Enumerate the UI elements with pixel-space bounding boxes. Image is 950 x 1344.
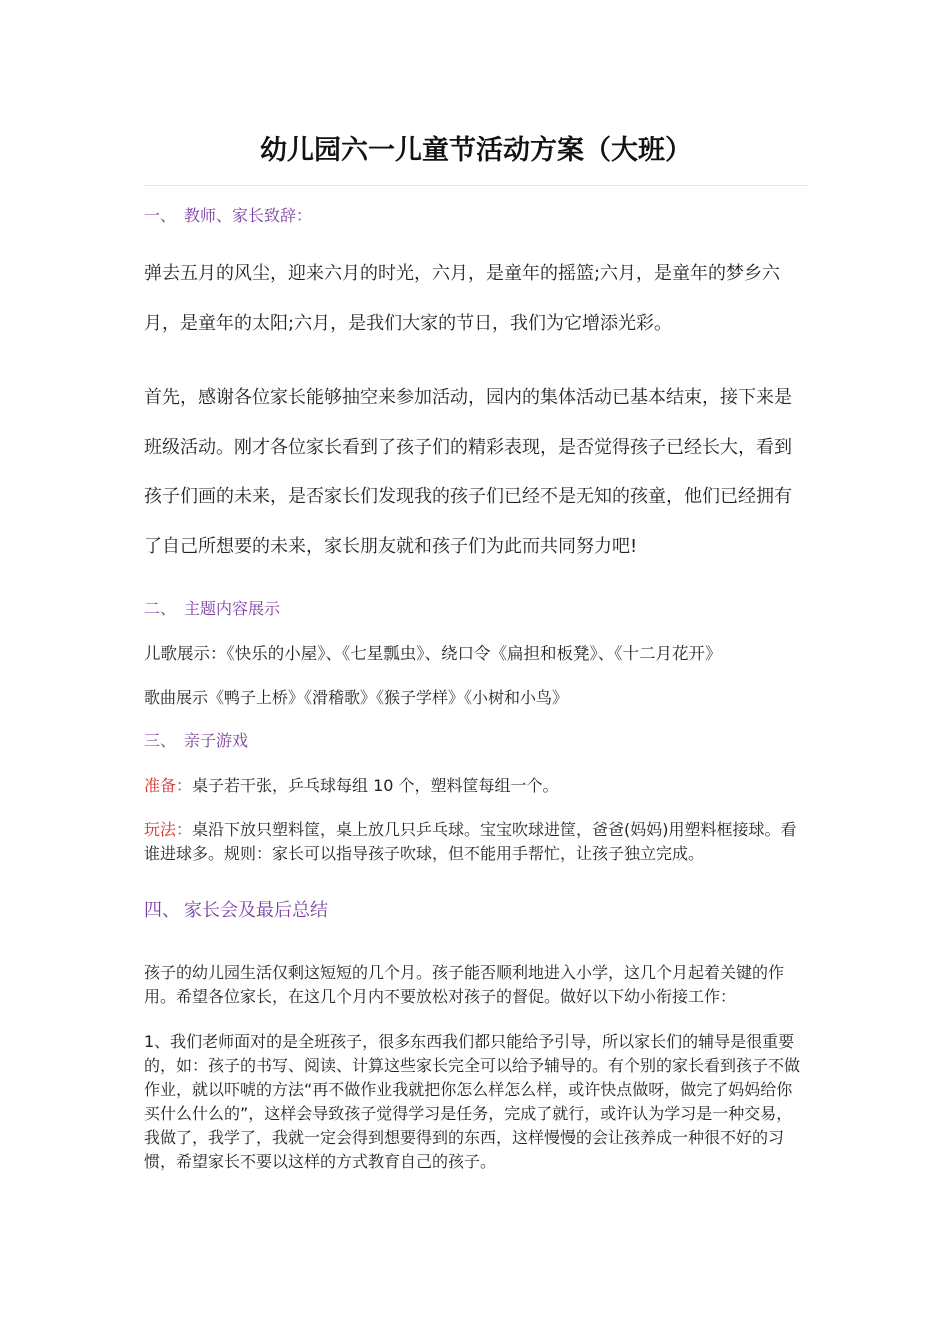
title-divider [144, 185, 808, 186]
section-4-title: 家长会及最后总结 [184, 900, 328, 921]
gameplay-text: 桌沿下放只塑料筐，桌上放几只乒乓球。宝宝吹球进筐，爸爸(妈妈)用塑料框接球。看谁进球多。规则：家长可以指导孩子吹球，但不能用手帮忙，让孩子独立完成。 [144, 820, 797, 863]
section-4-number: 四、 [144, 900, 180, 921]
song-line: 歌曲展示《鸭子上桥》《滑稽歌》《猴子学样》《小树和小鸟》 [144, 688, 569, 707]
preparation-line [144, 774, 808, 798]
section-1-title: 教师、家长致辞： [184, 206, 313, 225]
section-2-number: 二、 [144, 599, 177, 618]
preparation-label: 准备： [144, 776, 193, 795]
section-1-paragraph-2: 首先，感谢各位家长能够抽空来参加活动，园内的集体活动已基本结束，接下来是班级活动。刚才各位家长看到了孩子们的精彩表现，是否觉得孩子已经长大，看到孩子们画的未来，是否家长们发现我的孩子们已经不是无知的孩童，他们已经拥有了自己所想要的未来，家长朋友就和孩子们为此而共同努力吧! [144, 387, 792, 557]
section-4-heading [144, 898, 328, 924]
section-4-paragraph-2: 1、我们老师面对的是全班孩子，很多东西我们都只能给予引导，所以家长们的辅导是很重要的，如：孩子的书写、阅读、计算这些家长完全可以给予辅导的。有个别的家长看到孩子不做作业，就以吓唬的方法“再不做作业我就把你怎么样怎么样，或许快点做呀，做完了妈妈给你买什么什么的”，这样会导致孩子觉得学习是任务，完成了就行，或许认为学习是一种交易，我做了，我学了，我就一定会得到想要得到的东西，这样慢慢的会让孩养成一种很不好的习惯，希望家长不要以这样的方式教育自己的孩子。 [144, 1032, 801, 1171]
section-3-heading [144, 730, 248, 752]
section-1-paragraph-1: 弹去五月的风尘，迎来六月的时光，六月，是童年的摇篮;六月，是童年的梦乡六月，是童年的太阳;六月，是我们大家的节日，我们为它增添光彩。 [144, 263, 781, 334]
section-3-title: 亲子游戏 [184, 731, 249, 750]
section-4-paragraph-1: 孩子的幼儿园生活仅剩这短短的几个月。孩子能否顺利地进入小学，这几个月起着关键的作用。希望各位家长，在这几个月内不要放松对孩子的督促。做好以下幼小衔接工作： [144, 963, 785, 1006]
section-2-title: 主题内容展示 [184, 599, 281, 618]
section-1-heading [144, 205, 312, 227]
gameplay-paragraph [144, 818, 808, 866]
section-1-number: 一、 [144, 206, 177, 225]
section-3-number: 三、 [144, 731, 177, 750]
document-title: 幼儿园六一儿童节活动方案（大班） [260, 135, 692, 166]
gameplay-label: 玩法： [144, 820, 193, 839]
nursery-rhyme-line: 儿歌展示：《快乐的小屋》、《七星瓢虫》、绕口令《扁担和板凳》、《十二月花开》 [144, 644, 722, 663]
section-2-heading [144, 598, 280, 620]
preparation-text: 桌子若干张，乒乓球每组 10 个，塑料筐每组一个。 [192, 776, 559, 795]
